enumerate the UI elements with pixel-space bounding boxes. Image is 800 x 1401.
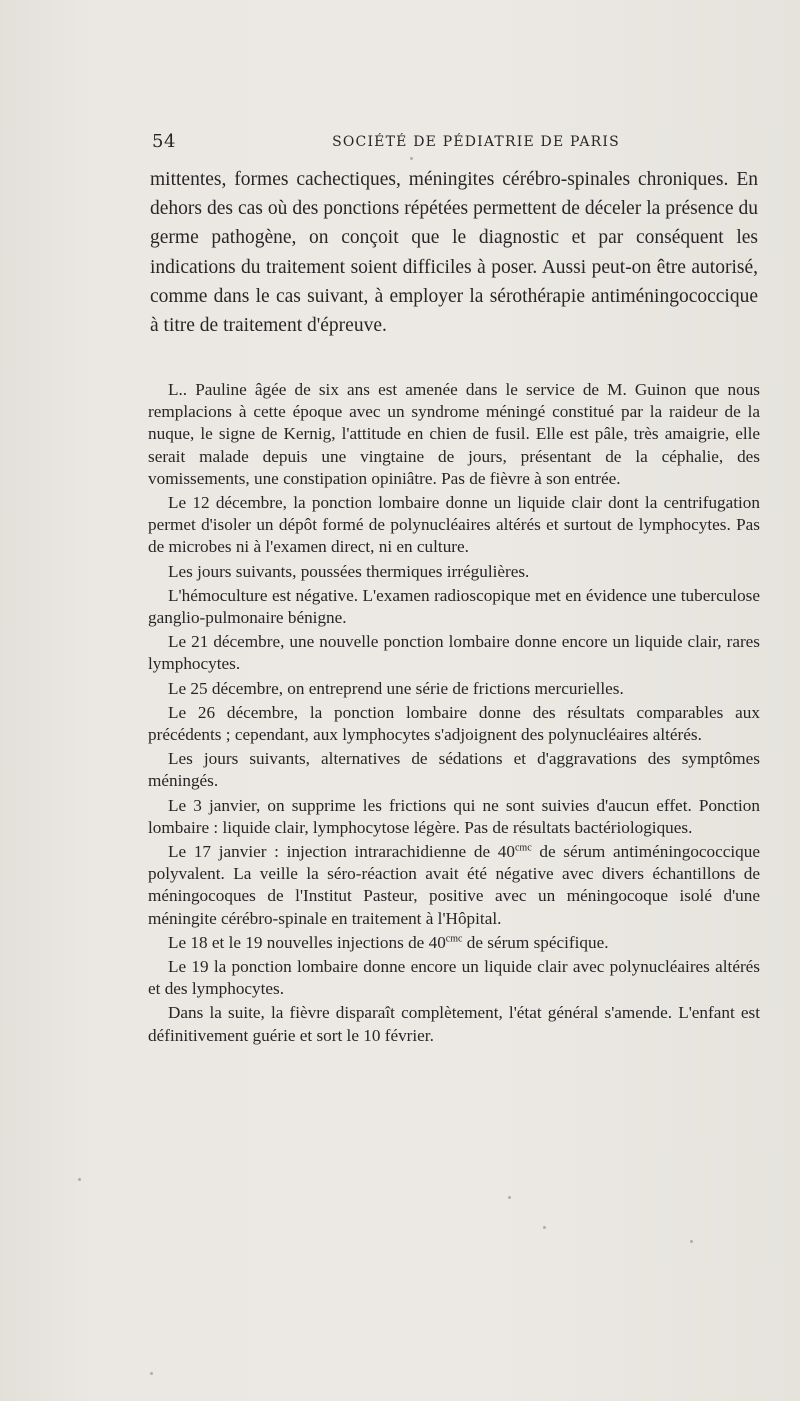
- paper-speck: [543, 1226, 546, 1229]
- paper-speck: [78, 1178, 81, 1181]
- case-paragraph: L.. Pauline âgée de six ans est amenée dans le service de M. Guinon que nous remplacions à cette époque avec un syndrome méningé constitué par la raideur de la nuque, le signe de Kernig, l'attitude en chien de fusil. Elle est pâle, très amaigrie, elle serait malade depuis une vingtaine de jours, présentant de la céphalie, des vomissements, une constipation opiniâtre. Pas de fièvre à son entrée.: [148, 380, 760, 488]
- case-paragraph: Les jours suivants, alternatives de sédations et d'aggravations des symptômes méningés.: [148, 749, 760, 791]
- paper-speck: [690, 1240, 693, 1243]
- unit-superscript: cmc: [514, 842, 532, 854]
- case-paragraph: Le 25 décembre, on entreprend une série de frictions mercurielles.: [168, 678, 624, 698]
- case-paragraph: Le 19 la ponction lombaire donne encore un liquide clair avec polynucléaires altérés et des lymphocytes.: [148, 957, 760, 999]
- case-paragraph: Dans la suite, la fièvre disparaît complètement, l'état général s'amende. L'enfant est définitivement guérie et sort le 10 février.: [148, 1003, 760, 1045]
- running-head: SOCIÉTÉ DE PÉDIATRIE DE PARIS: [332, 134, 620, 150]
- paper-speck: [508, 1196, 511, 1199]
- page-number: 54: [152, 131, 176, 152]
- case-paragraph: L'hémoculture est négative. L'examen radioscopique met en évidence une tuberculose ganglio-pulmonaire bénigne.: [148, 585, 760, 628]
- case-paragraph-jan18: Le 18 et le 19 nouvelles injections de $40^{cmc}$ de sérum spécifique.: [168, 932, 609, 952]
- paper-speck: [410, 157, 413, 160]
- case-report: [148, 379, 760, 1049]
- paper-speck: [150, 1372, 153, 1375]
- case-paragraph: Le 26 décembre, la ponction lombaire donne des résultats comparables aux précédents ; cependant, aux lymphocytes s'adjoignent des polynucléaires altérés.: [148, 702, 760, 745]
- case-paragraph: Le 21 décembre, une nouvelle ponction lombaire donne encore un liquide clair, rares lymphocytes.: [148, 632, 760, 674]
- case-paragraph: Le 3 janvier, on supprime les frictions qui ne sont suivies d'aucun effet. Ponction lombaire : liquide clair, lymphocytose légère. Pas de résultats bactériologiques.: [148, 795, 760, 837]
- page-header: [152, 131, 760, 155]
- intro-paragraph: mittentes, formes cachectiques, méningites cérébro-spinales chroniques. En dehors des cas où des ponctions répétées permettent de déceler la présence du germe pathogène, on conçoit que le diagnostic et par conséquent les indications du traitement soient difficiles à poser. Aussi peut-on être autorisé, comme dans le cas suivant, à employer la sérothérapie antiméningococcique à titre de traitement d'épreuve.: [150, 169, 758, 337]
- case-paragraph: Les jours suivants, poussées thermiques irrégulières.: [168, 561, 530, 581]
- case-paragraph-jan17: Le 17 janvier : injection intrarachidienne de $40^{cmc}$ de sérum antiméningococcique polyvalent. La veille la séro-réaction avait été négative avec divers échantillons de méningocoques de l'Institut Pasteur, positive avec un méningocoque isolé d'une méningite cérébro-spinale en traitement à l'Hôpital.: [148, 842, 760, 928]
- unit-superscript: cmc: [445, 933, 463, 945]
- case-paragraph: Le 12 décembre, la ponction lombaire donne un liquide clair dont la centrifugation permet d'isoler un dépôt formé de polynucléaires altérés et surtout de lymphocytes. Pas de microbes ni à l'examen direct, ni en culture.: [148, 493, 760, 557]
